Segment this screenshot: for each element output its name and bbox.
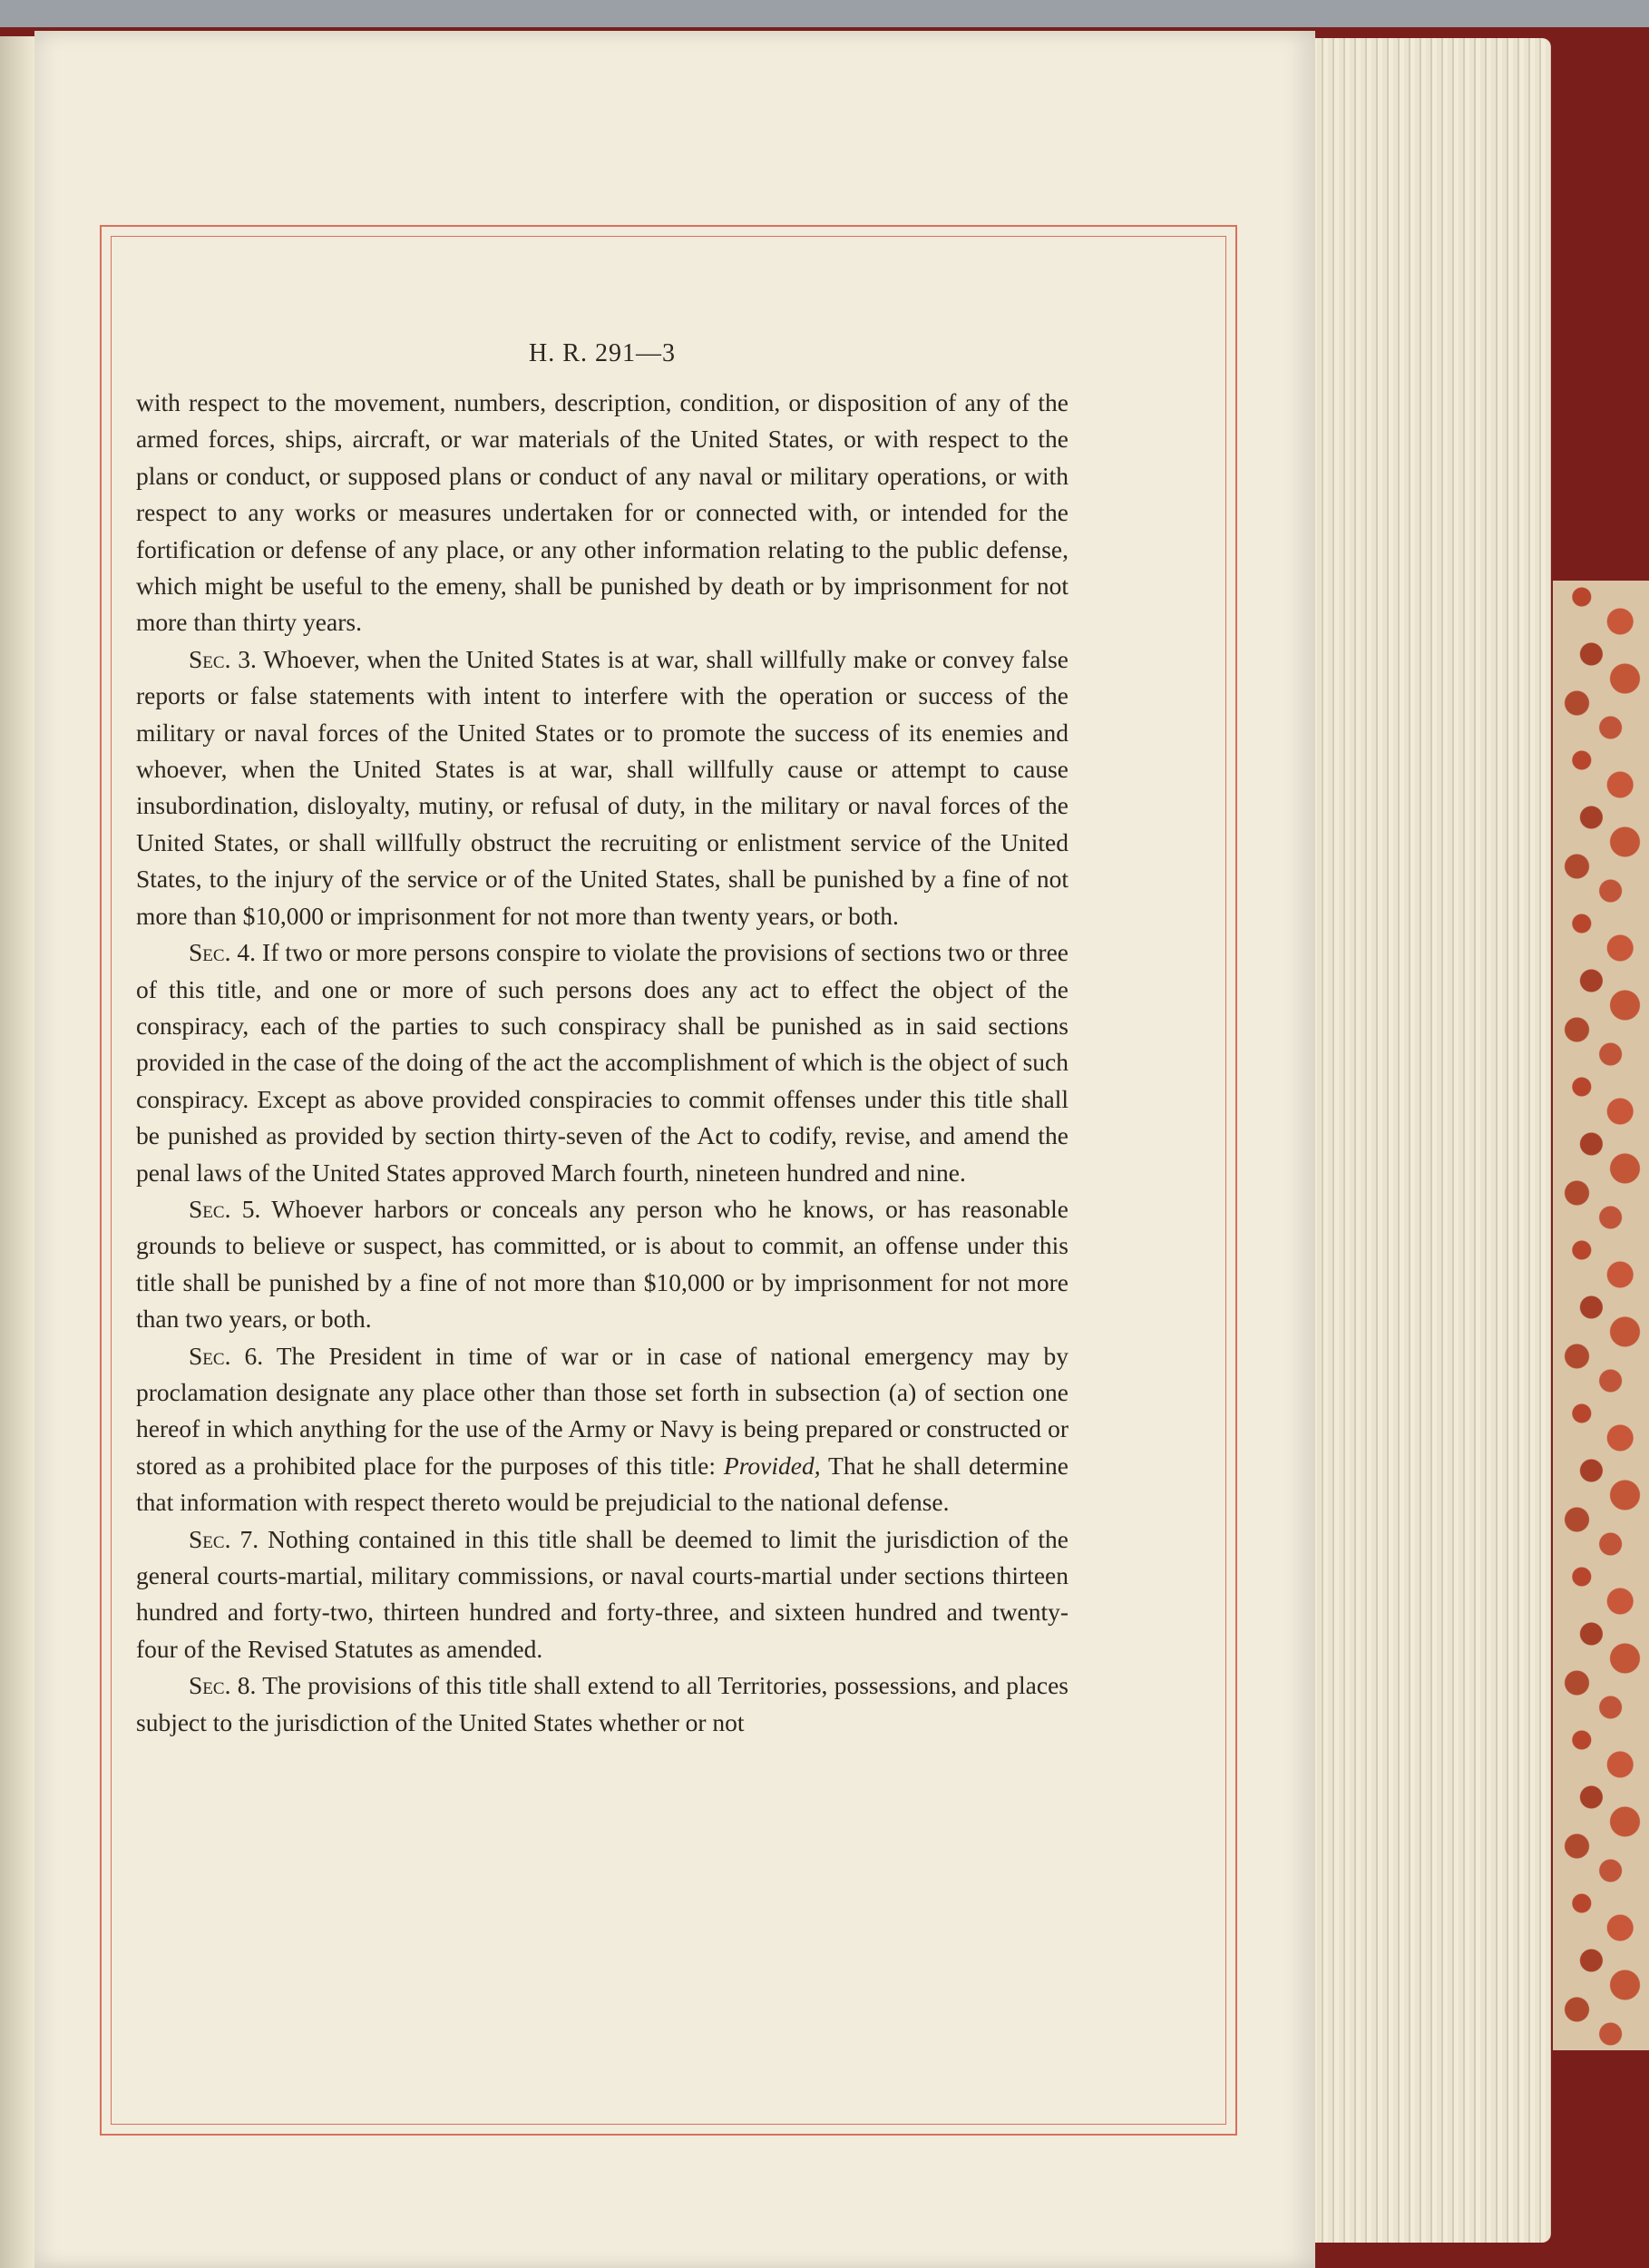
section-text: Nothing contained in this title shall be deemed to limit the jurisdiction of the general courts-martial, military commissions, or naval courts-martial under sections thirteen hundred and forty-two, thirteen hundred and forty-three, and sixteen hundred and twenty-four of the Revised Statutes as amended.	[136, 1524, 1069, 1663]
section-3	[136, 641, 1068, 934]
page-content	[136, 339, 1068, 1741]
section-text: The President in time of war or in case of national emergency may by proclamation designate any place other than those set forth in subsection (a) of section one hereof in which anything for the use of the Army or Navy is being prepared or constructed or stored as a prohibited place for the purposes of this title:	[136, 1341, 1068, 1480]
section-8	[136, 1667, 1068, 1741]
section-7	[136, 1521, 1068, 1668]
section-6	[136, 1338, 1068, 1521]
section-label: Sec. 6.	[189, 1341, 264, 1370]
section-text: Whoever, when the United States is at war, shall willfully make or convey false reports or false statements with intent to interfere with the operation or success of the military or naval forces of the United States or to promote the success of its enemies and whoever, when the United States is at war, shall willfully cause or attempt to cause insubordination, disloyalty, mutiny, or refusal of duty, in the military or naval forces of the United States, or shall willfully obstruct the recruiting or enlistment service of the United States, to the injury of the service or of the United States, shall be punished by a fine of not more than $10,000 or imprisonment for not more than twenty years, or both.	[136, 644, 1068, 930]
page-edge-stack	[1306, 38, 1551, 2243]
section-label: Sec. 3.	[189, 644, 257, 673]
section-text-continued: That he shall determine that information with respect thereto would be prejudicial to the national defense.	[136, 1451, 1068, 1517]
section-text: Whoever harbors or conceals any person who he knows, or has reasonable grounds to believe or suspect, has committed, or is about to commit, an offense under this title shall be punished by a fine of not more than $10,000 or by imprisonment for not more than two years, or both.	[136, 1194, 1068, 1334]
page-heading: H. R. 291—3	[529, 339, 676, 367]
section-label: Sec. 4.	[189, 938, 257, 967]
marbled-endpaper	[1553, 581, 1649, 2050]
proviso-word: Provided,	[723, 1451, 821, 1480]
section-5	[136, 1191, 1068, 1338]
section-label: Sec. 8.	[189, 1671, 257, 1700]
section-text: If two or more persons conspire to violate the provisions of sections two or three of this title, and one or more of such persons does any act to effect the object of the conspiracy, each of the parties to such conspiracy shall be punished as in said sections provided in the case of the doing of the act the accomplishment of which is the object of such conspiracy. Except as above provided conspiracies to commit offenses under this title shall be punished as provided by section thirty-seven of the Act to codify, revise, and amend the penal laws of the United States approved March fourth, nineteen hundred and nine.	[136, 938, 1068, 1187]
section-label: Sec. 7.	[189, 1524, 259, 1553]
section-4	[136, 934, 1068, 1191]
section-label: Sec. 5.	[189, 1194, 261, 1223]
opening-paragraph: with respect to the movement, numbers, description, condition, or disposition of any of the armed forces, ships, aircraft, or war materials of the United States, or with respect to the plans or conduct, or supposed plans or conduct of any naval or military operations, or with respect to any works or measures undertaken for or connected with, or intended for the fortification or defense of any place, or any other information relating to the public defense, which might be useful to the emeny, shall be punished by death or by imprisonment for not more than thirty years.	[136, 388, 1068, 637]
section-text: The provisions of this title shall extend to all Territories, possessions, and places subject to the jurisdiction of the United States whether or not	[136, 1671, 1068, 1736]
